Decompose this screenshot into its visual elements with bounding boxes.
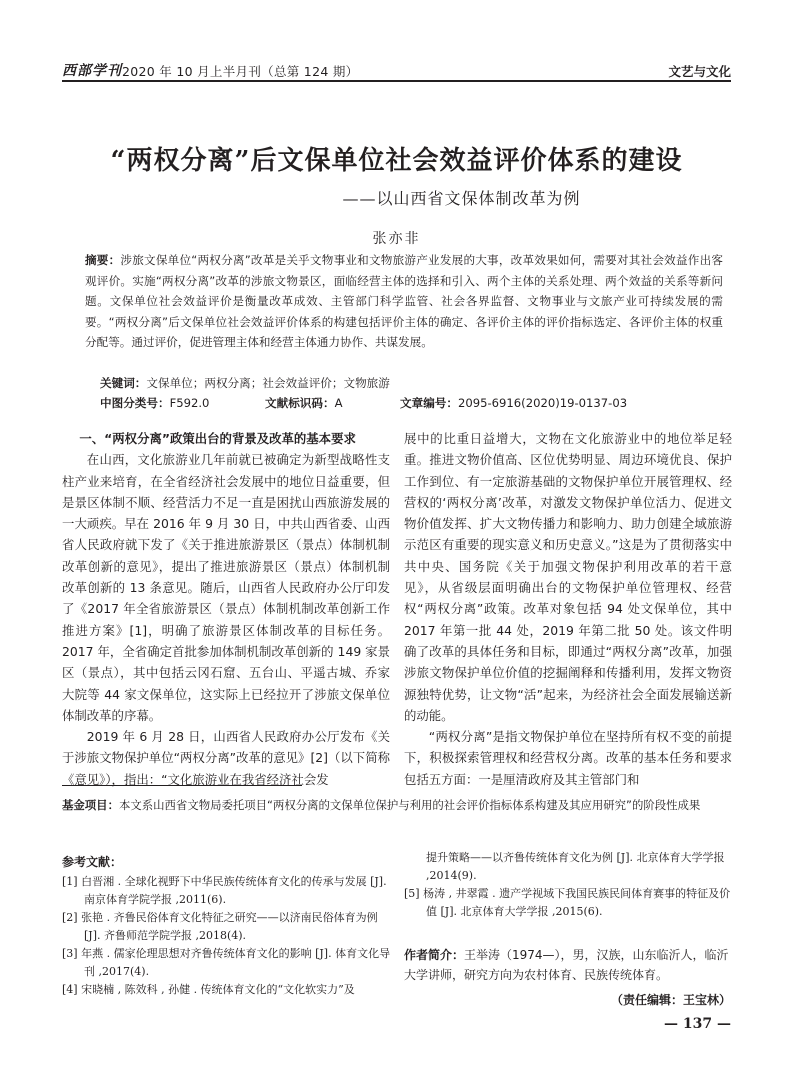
bio-text: 王举涛（1974—），男，汉族，山东临沂人，临沂大学讲师，研究方向为农村体育、民族传统体育。: [404, 948, 729, 982]
abstract: [85, 250, 723, 353]
section-name: 文艺与文化: [668, 64, 731, 79]
reference-item: [4] 宋晓楠 , 陈效科 , 孙健 . 传统体育文化的“文化软实力”及: [62, 983, 355, 996]
author-bio: [404, 945, 734, 985]
reference-item: [5] 杨涛 , 井翠霞 . 遗产学视域下我国民族民间体育赛事的特征及价值 [J]. 北京体育大学学报 ,2015(6).: [404, 887, 731, 918]
bio-label: 作者简介：: [404, 948, 465, 962]
paragraph: 2019 年 6 月 28 日，山西省人民政府办公厅发布《关于涉旅文物保护单位“两权分离”改革的意见》[2]（以下简称《意见》），指出：“文化旅游业在我省经济社会发: [62, 729, 390, 787]
abstract-text: 涉旅文保单位“两权分离”改革是关乎文物事业和文物旅游产业发展的大事，改革效果如何，需要对其社会效益作出客观评价。实施“两权分离”改革的涉旅文物景区，面临经营主体的选择和引入、两个主体的关系处理、两个效益的关系等新问题。文保单位社会效益评价是衡量改革成效、主管部门科学监管、社会各界监督、文物事业与文旅产业可持续发展的需要。“两权分离”后文保单位社会效益评价体系的构建包括评价主体的确定、各评价主体的评价指标选定、各评价主体的权重分配等。通过评价，促进管理主体和经营主体通力协作、共谋发展。: [85, 253, 723, 349]
article-title: “两权分离”后文保单位社会效益评价体系的建设: [110, 146, 683, 176]
keywords: [100, 373, 723, 393]
author-name: 张亦非: [372, 231, 421, 247]
fund-note: [62, 797, 733, 814]
fund-label: 基金项目：: [62, 798, 119, 812]
articleno-value: 2095-6916(2020)19-0137-03: [457, 396, 628, 410]
running-header: [62, 58, 731, 82]
article-subtitle: ——以山西省文保体制改革为例: [342, 189, 581, 208]
issue-info: 2020 年 10 月上半月刊（总第 124 期）: [122, 64, 359, 79]
reference-item: [1] 白晋湘 . 全球化视野下中华民族传统体育文化的传承与发展 [J]. 南京体育学院学报 ,2011(6).: [62, 875, 387, 906]
doccode-value: A: [334, 396, 343, 410]
reference-item: [3] 年燕 . 儒家伦理思想对齐鲁传统体育文化的影响 [J]. 体育文化导刊 ,2017(4).: [62, 947, 391, 978]
fund-text: 本文系山西省文物局委托项目“两权分离的文保单位保护与利用的社会评价指标体系构建及其应用研究”的阶段性成果: [118, 798, 701, 812]
editor-note: （责任编辑：王宝林）: [610, 993, 731, 1007]
paragraph: 在山西，文化旅游业几年前就已被确定为新型战略性支柱产业来培育，在全省经济社会发展中的地位日益重要，但是景区体制不顺、经营活力不足一直是困扰山西旅游发展的一大顽疾。早在 2016 年 9 月 30 日，中共山西省委、山西省人民政府就下发了《关于推进旅游景区（景点）体制机制改革创新的意见》，提出了推进旅游景区（景点）体制机制改革创新的 13 条意见。随后，山西省人民政府办公厅印发了《2017 年全省旅游景区（景点）体制机制改革创新工作推进方案》[1]，明确了旅游景区体制改革的目标任务。2017 年，全省确定首批参加体制机制改革创新的 149 家景区（景点），其中包括云冈石窟、五台山、平遥古城、乔家大院等 44 家文保单位，这实际上已经拉开了涉旅文保单位体制改革的序幕。: [62, 452, 390, 723]
doccode-label: 文献标识码：: [265, 396, 335, 410]
section-heading: 一、“两权分离”政策出台的背景及改革的基本要求: [79, 431, 356, 446]
abstract-label: 摘要：: [85, 253, 121, 267]
paragraph: “两权分离”是指文物保护单位在坚持所有权不变的前提下，积极探索管理权和经营权分离。改革的基本任务和要求包括五方面：一是厘清政府及其主管部门和: [404, 729, 732, 787]
body-column-left: [62, 428, 390, 790]
clc-label: 中图分类号：: [100, 396, 170, 410]
body-column-right: [404, 428, 732, 790]
keywords-text: 文保单位；两权分离；社会效益评价；文物旅游: [146, 376, 390, 390]
articleno-label: 文章编号：: [400, 396, 458, 410]
journal-name: 西部学刊: [62, 63, 122, 79]
references-title: 参考文献：: [62, 855, 123, 869]
page-number: — 137 —: [664, 1016, 731, 1032]
footnote-separator: [62, 785, 302, 786]
reference-item: [2] 张艳 . 齐鲁民俗体育文化特征之研究——以济南民俗体育为例 [J]. 齐鲁师范学院学报 ,2018(4).: [62, 911, 378, 942]
clc-value: F592.0: [169, 396, 210, 410]
references-left: [62, 873, 392, 999]
keywords-label: 关键词：: [100, 376, 147, 390]
reference-continuation: 提升策略——以齐鲁传统体育文化为例 [J]. 北京体育大学学报 ,2014(9).: [426, 851, 725, 882]
references-right: [404, 849, 734, 921]
paragraph: 展中的比重日益增大，文物在文化旅游业中的地位举足轻重。推进文物价值高、区位优势明显、周边环境优良、保护工作到位、有一定旅游基础的文物保护单位开展管理权、经营权的‘两权分离’改革，对激发文物保护单位活力、促进文物价值发挥、扩大文物传播力和影响力、助力创建全域旅游示范区有重要的现实意义和历史意义。”这是为了贯彻落实中共中央、国务院《关于加强文物保护利用改革的若干意见》，从省级层面明确出台的文物保护单位管理权、经营权“两权分离”政策。改革对象包括 94 处文保单位，其中 2017 年第一批 44 处，2019 年第二批 50 处。该文件明确了改革的具体任务和目标，即通过“两权分离”改革，加强涉旅文物保护单位价值的挖掘阐释和传播利用，发挥文物资源独特优势，让文物“活”起来，为经济社会全面发展输送新的动能。: [404, 431, 732, 723]
